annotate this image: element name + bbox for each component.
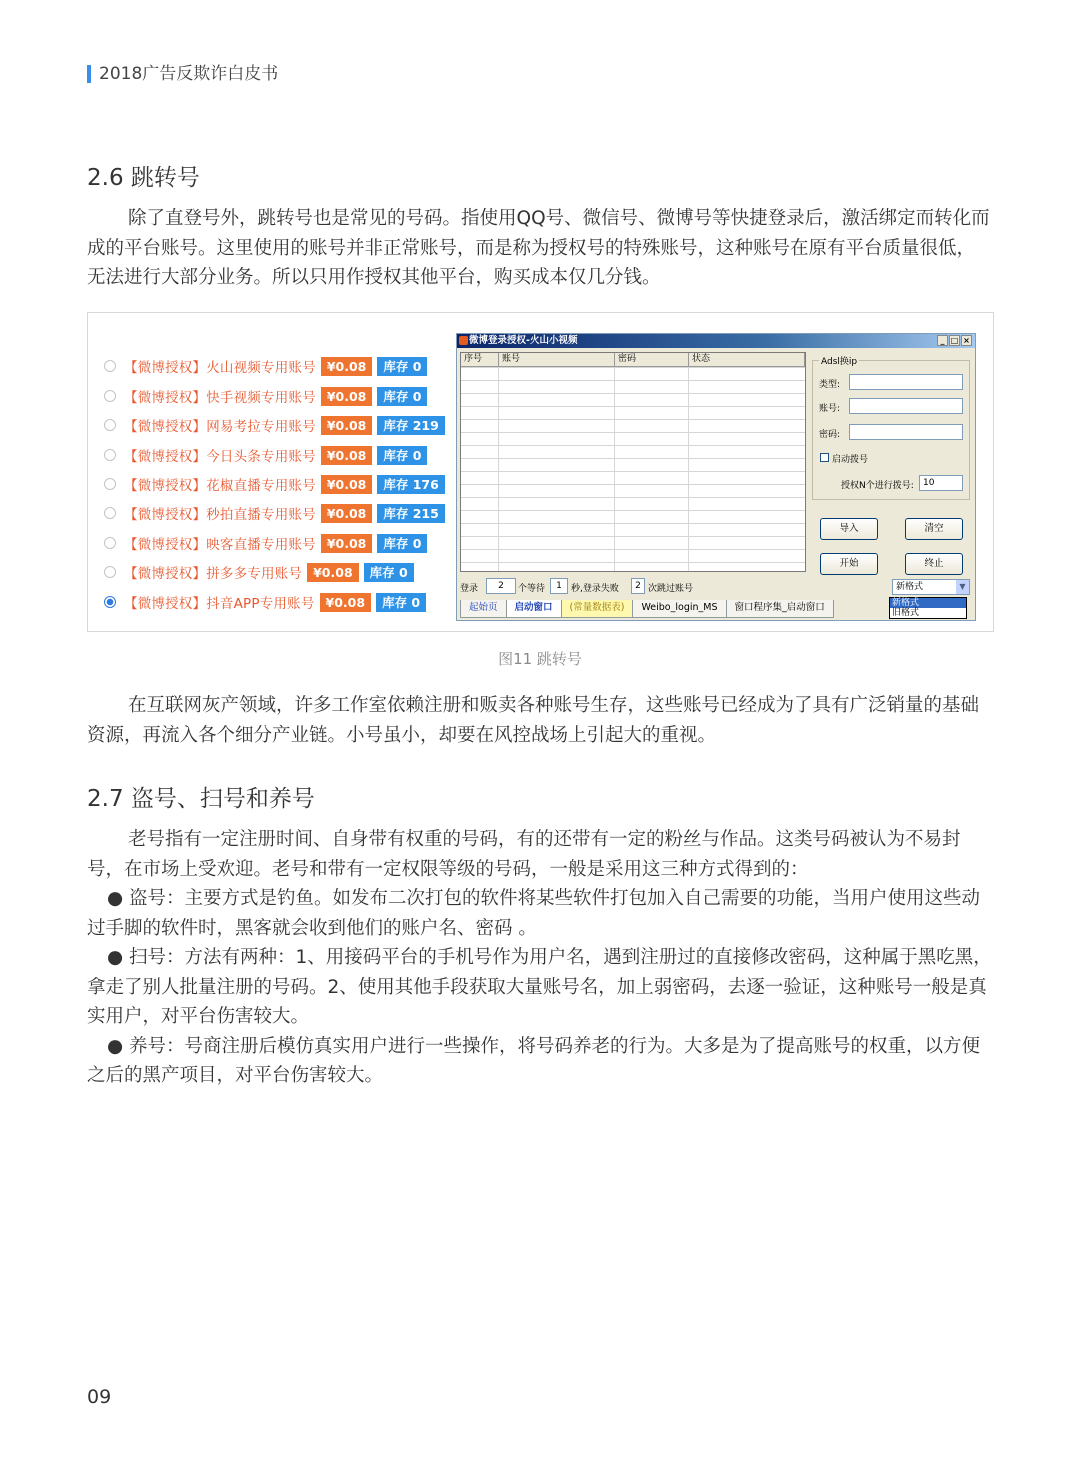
- figure-caption: 图11 跳转号: [498, 650, 582, 668]
- section-2-7-intro: 老号指有一定注册时间、自身带有权重的号码，有的还带有一定的粉丝与作品。这类号码被认为不易封号，在市场上受欢迎。老号和带有一定权限等级的号码，一般是采用这三种方式得到的：: [87, 829, 961, 880]
- type-label: 类型:: [819, 380, 841, 390]
- price-badge: ¥0.08: [321, 416, 373, 435]
- radio-icon[interactable]: [104, 478, 116, 490]
- dial-count-label: 授权N个进行拨号:: [841, 481, 914, 491]
- radio-icon[interactable]: [104, 390, 116, 402]
- page-number: 09: [87, 1386, 112, 1408]
- stock-badge: 库存 0: [377, 446, 427, 465]
- bullet-item: ● 养号：号商注册后模仿真实用户进行一些操作，将号码养老的行为。大多是为了提高账号的权重，以方便之后的黑产项目，对平台伤害较大。: [87, 1035, 981, 1086]
- account-label: 账号:: [819, 404, 841, 414]
- column-header[interactable]: 状态: [689, 353, 805, 366]
- price-badge: ¥0.08: [321, 357, 373, 376]
- account-name: 【微博授权】火山视频专用账号: [124, 360, 316, 376]
- password-label: 密码:: [819, 430, 841, 440]
- column-header[interactable]: 账号: [499, 353, 615, 366]
- account-field[interactable]: [849, 398, 963, 414]
- section-title-2-6: 2.6 跳转号: [87, 165, 200, 191]
- dropdown-option[interactable]: 新格式: [890, 598, 966, 608]
- account-row[interactable]: [104, 473, 445, 495]
- chevron-down-icon[interactable]: ▼: [956, 580, 969, 594]
- window-title: 微博登录授权-火山小视频: [469, 335, 578, 346]
- account-row[interactable]: [104, 591, 426, 613]
- stock-badge: 库存 215: [377, 504, 444, 523]
- format-dropdown[interactable]: [889, 597, 967, 619]
- radio-icon[interactable]: [104, 537, 116, 549]
- login-label: 登录: [460, 584, 479, 594]
- price-badge: ¥0.08: [321, 387, 373, 406]
- window-controls: [937, 335, 972, 346]
- password-field[interactable]: [849, 424, 963, 440]
- section-2-7-body: [87, 825, 993, 1091]
- grid-divider: [688, 367, 689, 571]
- radio-icon[interactable]: [104, 419, 116, 431]
- stop-button[interactable]: 终止: [905, 553, 963, 575]
- app-icon: [459, 336, 468, 345]
- ide-tabs: [460, 600, 833, 618]
- grid-divider: [498, 367, 499, 571]
- account-row[interactable]: [104, 385, 427, 407]
- dial-count-field[interactable]: 10: [919, 475, 963, 491]
- tab-window-assembly[interactable]: 窗口程序集_启动窗口: [726, 600, 834, 618]
- price-badge: ¥0.08: [321, 534, 373, 553]
- column-header[interactable]: 序号: [461, 353, 499, 366]
- wait-label: 个等待: [518, 584, 546, 594]
- figure-jump-account: [87, 312, 994, 632]
- account-row[interactable]: [104, 502, 445, 524]
- radio-icon[interactable]: [104, 507, 116, 519]
- format-select[interactable]: [892, 579, 970, 595]
- stock-badge: 库存 0: [377, 357, 427, 376]
- tab-start-page[interactable]: 起始页: [460, 600, 507, 618]
- account-row[interactable]: [104, 414, 445, 436]
- header-accent-bar: [87, 65, 91, 83]
- skip-label: 次跳过账号: [648, 584, 694, 594]
- login-settings-row: [460, 578, 970, 596]
- account-grid[interactable]: [460, 352, 806, 572]
- clear-button[interactable]: 清空: [905, 518, 963, 540]
- price-badge: ¥0.08: [307, 563, 359, 582]
- close-icon[interactable]: ×: [961, 335, 972, 346]
- bullet-item: ● 扫号：方法有两种：1、用接码平台的手机号作为用户名，遇到注册过的直接修改密码，这种属于黑吃黑，拿走了别人批量注册的号码。2、使用其他手段获取大量账号名，加上弱密码，去逐一验证，这种账号一般是真实用户，对平台伤害较大。: [87, 947, 992, 1027]
- stock-badge: 库存 219: [377, 416, 444, 435]
- import-button[interactable]: 导入: [820, 518, 878, 540]
- account-name: 【微博授权】抖音APP专用账号: [124, 596, 315, 612]
- stock-badge: 库存 0: [376, 593, 426, 612]
- window-titlebar: [457, 334, 975, 348]
- bullet-item: ● 盗号：主要方式是钓鱼。如发布二次打包的软件将某些软件打包加入自己需要的功能，当用户使用这些动过手脚的软件时，黑客就会收到他们的账户名、密码 。: [87, 888, 981, 939]
- price-badge: ¥0.08: [321, 446, 373, 465]
- paragraph-after-figure: 在互联网灰产领域，许多工作室依赖注册和贩卖各种账号生存，这些账号已经成为了具有广泛销量的基础资源，再流入各个细分产业链。小号虽小，却要在风控战场上引起大的重视。: [87, 695, 980, 746]
- account-name: 【微博授权】快手视频专用账号: [124, 390, 316, 406]
- wait-seconds-field[interactable]: 1: [550, 578, 568, 594]
- dropdown-option[interactable]: 旧格式: [892, 608, 920, 618]
- account-name: 【微博授权】花椒直播专用账号: [124, 478, 316, 494]
- grid-divider: [614, 367, 615, 571]
- tab-constants[interactable]: (常量数据表): [561, 600, 634, 618]
- login-tool-window: [456, 333, 976, 621]
- running-header-title: 2018广告反欺诈白皮书: [99, 64, 279, 84]
- section-2-6-paragraph: 除了直登号外，跳转号也是常见的号码。指使用QQ号、微信号、微博号等快捷登录后，激活绑定而转化而成的平台账号。这里使用的账号并非正常账号，而是称为授权号的特殊账号，这种账号在原有平台质量很低，无法进行大部分业务。所以只用作授权其他平台，购买成本仅几分钱。: [87, 208, 990, 288]
- account-name: 【微博授权】今日头条专用账号: [124, 449, 316, 465]
- tab-weibo-login[interactable]: Weibo_login_MS: [632, 600, 726, 618]
- format-selected: 新格式: [896, 582, 924, 592]
- account-row[interactable]: [104, 444, 427, 466]
- price-badge: ¥0.08: [321, 504, 373, 523]
- price-badge: ¥0.08: [321, 475, 373, 494]
- stock-badge: 库存 176: [377, 475, 444, 494]
- section-title-2-7: 2.7 盗号、扫号和养号: [87, 786, 315, 812]
- adsl-group: [812, 357, 970, 500]
- grid-body: [461, 367, 805, 571]
- adsl-legend: Adsl换ip: [819, 354, 859, 367]
- price-badge: ¥0.08: [320, 593, 372, 612]
- stock-badge: 库存 0: [377, 534, 427, 553]
- tab-launch-window[interactable]: 启动窗口: [506, 600, 562, 618]
- start-button[interactable]: 开始: [820, 553, 878, 575]
- account-name: 【微博授权】映客直播专用账号: [124, 537, 316, 553]
- fail-count-field[interactable]: 2: [631, 578, 645, 594]
- maximize-icon[interactable]: □: [950, 336, 959, 345]
- minimize-icon[interactable]: _: [937, 335, 948, 346]
- auto-dial-checkbox[interactable]: [820, 453, 829, 462]
- radio-icon[interactable]: [104, 449, 116, 461]
- login-count-field[interactable]: 2: [486, 578, 516, 594]
- radio-selected-icon[interactable]: [104, 596, 116, 608]
- account-row[interactable]: [104, 561, 414, 583]
- account-name: 【微博授权】秒拍直播专用账号: [124, 507, 316, 523]
- account-row[interactable]: [104, 532, 427, 554]
- account-name: 【微博授权】拼多多专用账号: [124, 566, 303, 582]
- radio-icon[interactable]: [104, 566, 116, 578]
- column-header[interactable]: 密码: [615, 353, 689, 366]
- radio-icon[interactable]: [104, 360, 116, 372]
- stock-badge: 库存 0: [377, 387, 427, 406]
- stock-badge: 库存 0: [364, 563, 414, 582]
- account-row[interactable]: [104, 355, 427, 377]
- account-name: 【微博授权】网易考拉专用账号: [124, 419, 316, 435]
- grid-header: [461, 353, 805, 367]
- type-field[interactable]: [849, 374, 963, 390]
- auto-dial-label: 启动拨号: [832, 455, 869, 465]
- fail-label: 秒,登录失败: [571, 584, 619, 594]
